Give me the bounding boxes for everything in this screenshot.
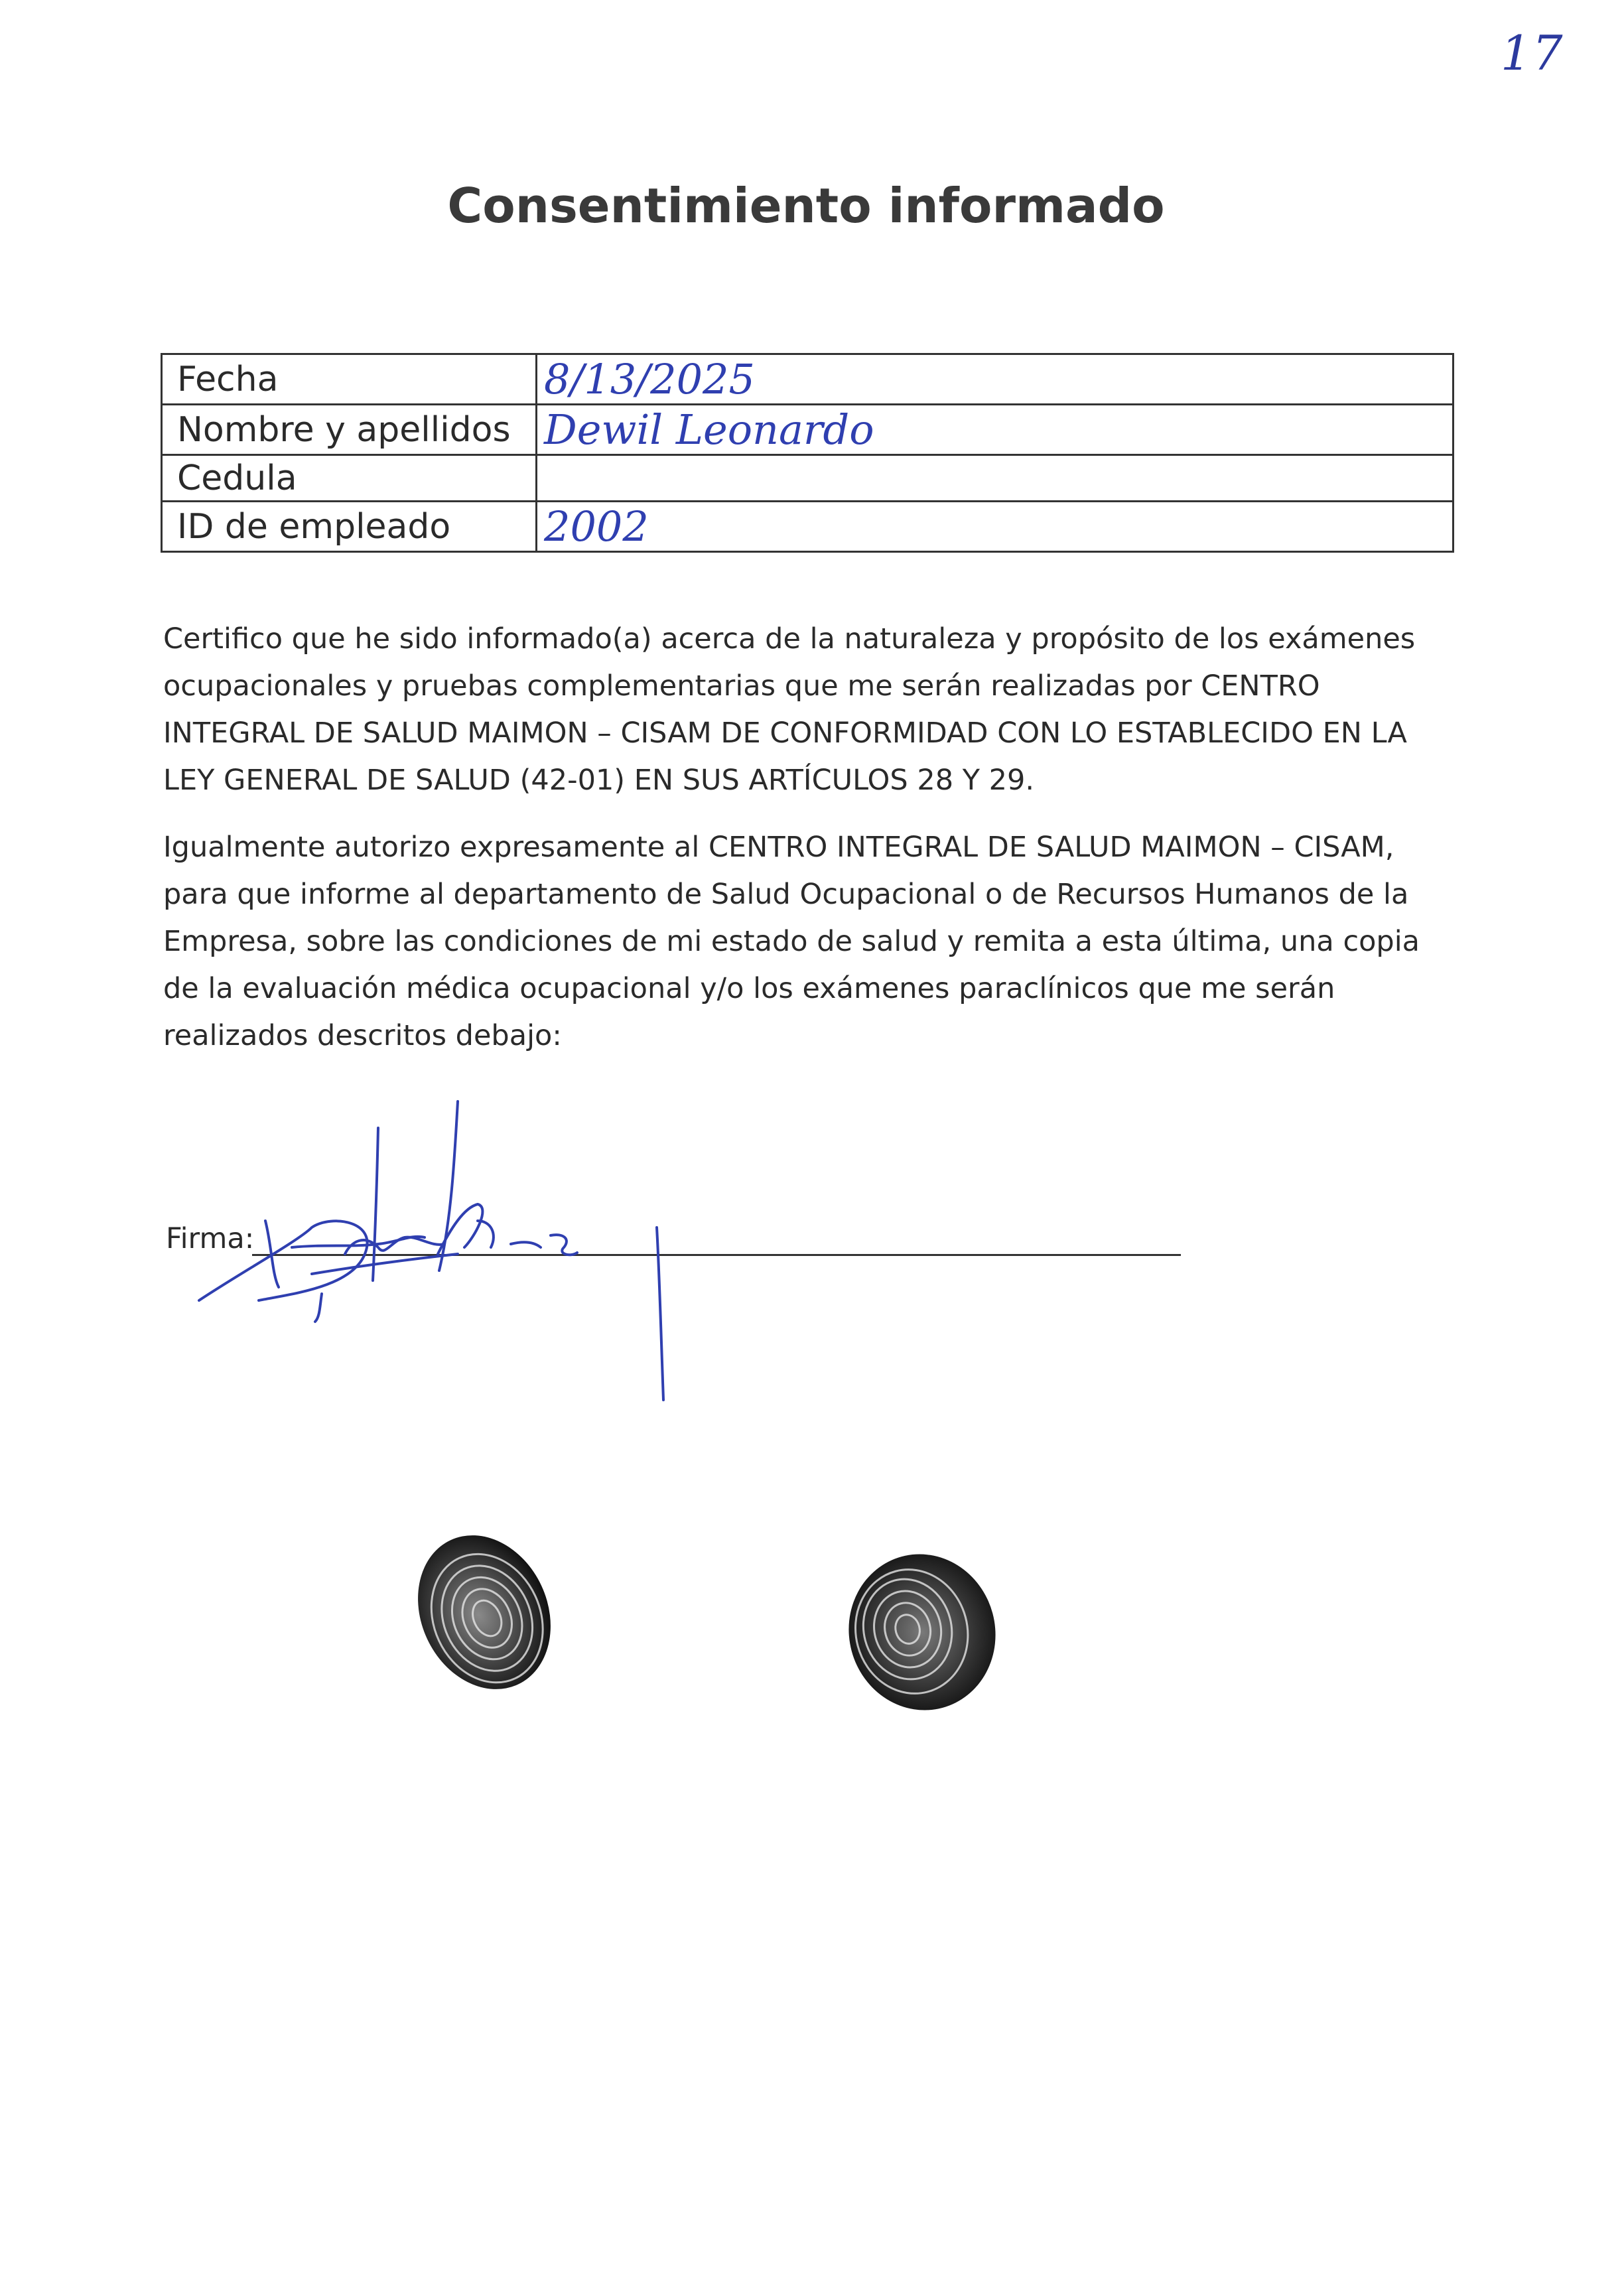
date-value: 8/13/2025 <box>537 354 1454 405</box>
handwritten-signature <box>179 1088 697 1433</box>
name-label: Nombre y apellidos <box>162 405 537 455</box>
authorization-paragraph: Igualmente autorizo expresamente al CENTRO INTEGRAL DE SALUD MAIMON – CISAM, para que informe al departamento de Salud Ocupacional o de Recursos Humanos de la Empresa, sobre las condiciones de mi estado de salud y remita a esta última, una copia de la evaluación médica ocupacional y/o los exámenes paraclínicos que me serán realizados descritos debajo: <box>163 831 1420 1052</box>
cedula-value <box>537 455 1454 502</box>
date-label: Fecha <box>162 354 537 405</box>
table-row <box>162 354 1454 405</box>
right-fingerprint <box>829 1539 1015 1725</box>
table-row <box>162 502 1454 552</box>
left-fingerprint <box>398 1519 571 1705</box>
signature-label: Firma: <box>166 1222 255 1255</box>
employee-info-table <box>161 353 1454 553</box>
employee-id-label: ID de empleado <box>162 502 537 552</box>
page-title: Consentimiento informado <box>447 178 1165 234</box>
handwritten-page-number: 17 <box>1501 25 1564 81</box>
name-value: Dewil Leonardo <box>537 405 1454 455</box>
cedula-label: Cedula <box>162 455 537 502</box>
certification-paragraph: Certifico que he sido informado(a) acerca de la naturaleza y propósito de los exámenes ocupacionales y pruebas complementarias que me serán realizadas por CENTRO INTEGRAL DE SALUD MAIMON – CISAM DE CONFORMIDAD CON LO ESTABLECIDO EN LA LEY GENERAL DE SALUD (42-01) EN SUS ARTÍCULOS 28 Y 29. <box>163 622 1416 797</box>
table-row <box>162 405 1454 455</box>
table-row <box>162 455 1454 502</box>
employee-id-value: 2002 <box>537 502 1454 552</box>
